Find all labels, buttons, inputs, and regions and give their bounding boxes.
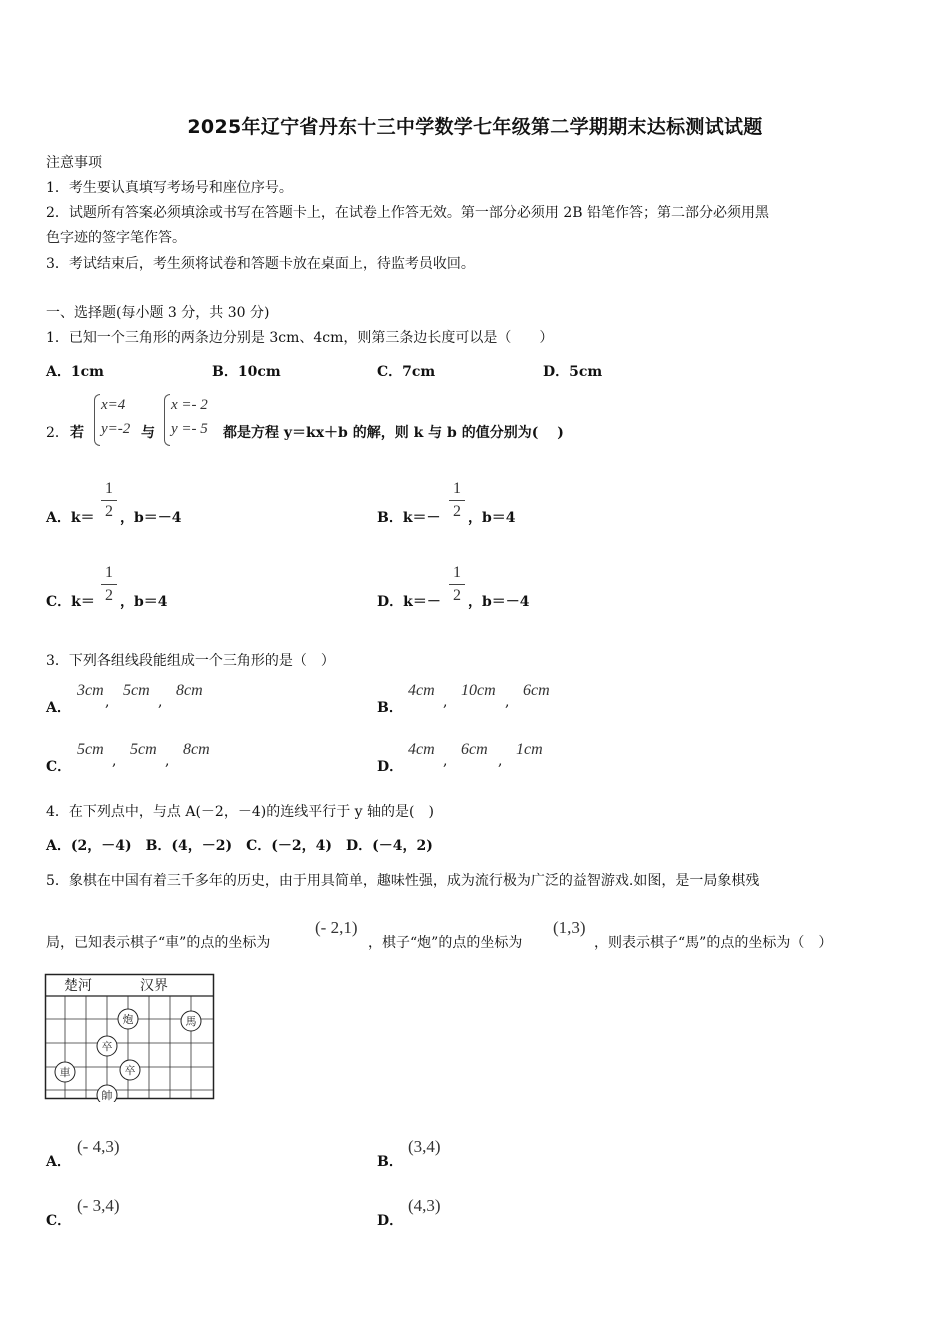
q3-c-len3: 8cm: [183, 741, 210, 758]
q5-option-c: (- 3,4): [77, 1196, 120, 1215]
q1-option-b: B．10cm: [212, 364, 281, 380]
q3-sep: ,: [443, 753, 448, 769]
q3-c-len2: 5cm: [130, 741, 157, 758]
q2-option-b-pre: B．k＝－: [377, 510, 441, 526]
q2-system1-brace: [94, 394, 100, 446]
q3-a-len3: 8cm: [176, 682, 203, 699]
q3-option-d-label: D．: [377, 759, 404, 775]
q5-stem-part2: ，棋子“炮”的点的坐标为: [368, 935, 523, 951]
q2-system1-eq1: x=4: [101, 397, 126, 413]
q5-option-d: (4,3): [408, 1196, 441, 1215]
board-label-chu-river: 楚河: [64, 978, 92, 994]
notice-item-1: 1．考生要认真填写考场号和座位序号。: [46, 180, 293, 196]
q5-coord-cannon: (1,3): [553, 918, 586, 937]
q4-options: A．(2，－4) B．(4，－2) C．(－2，4) D．(－4，2): [46, 838, 433, 854]
q2-option-d-post: ，b＝－4: [468, 594, 530, 610]
q3-sep: ,: [443, 694, 448, 710]
q3-b-len3: 6cm: [523, 682, 550, 699]
fraction-numerator: 1: [453, 480, 461, 497]
q5-coord-chariot: (- 2,1): [315, 918, 358, 937]
q5-option-a-label: A．: [46, 1154, 71, 1170]
piece-cannon: 炮: [122, 1013, 134, 1026]
section-heading: 一、选择题(每小题 3 分，共 30 分): [46, 305, 270, 321]
q3-option-b-label: B．: [377, 700, 403, 716]
q3-option-a-label: A．: [46, 700, 71, 716]
q3-d-len3: 1cm: [516, 741, 543, 758]
piece-soldier-2: 卒: [124, 1064, 136, 1077]
fraction-numerator: 1: [105, 564, 113, 581]
fraction-numerator: 1: [453, 564, 461, 581]
q2-system2-eq1: x =- 2: [171, 397, 208, 413]
q2-option-a-post: ，b＝－4: [120, 510, 182, 526]
q3-sep: ,: [498, 753, 503, 769]
q1-option-c: C．7cm: [377, 364, 436, 380]
q5-option-a: (- 4,3): [77, 1137, 120, 1156]
fraction-denominator: 2: [105, 503, 113, 520]
piece-soldier-1: 卒: [101, 1040, 113, 1053]
q5-option-b-label: B．: [377, 1154, 403, 1170]
q3-sep: ,: [158, 694, 163, 710]
q3-a-len1: 3cm: [77, 682, 104, 699]
notice-item-2-cont: 色字迹的签字笔作答。: [46, 230, 186, 246]
q1-option-a: A．1cm: [46, 364, 104, 380]
q3-c-len1: 5cm: [77, 741, 104, 758]
q2-option-d-pre: D．k＝－: [377, 594, 441, 610]
q5-option-b: (3,4): [408, 1137, 441, 1156]
piece-general: 帥: [101, 1089, 113, 1102]
q2-option-c-post: ，b＝4: [120, 594, 168, 610]
q2-system1: [101, 393, 130, 441]
piece-chariot: 車: [59, 1066, 71, 1079]
q2-system2-eq2: y =- 5: [171, 421, 208, 437]
q2-system1-eq2: y=-2: [101, 421, 131, 437]
q3-option-c-label: C．: [46, 759, 72, 775]
q3-sep: ,: [505, 694, 510, 710]
q3-b-len2: 10cm: [461, 682, 496, 699]
q2-system2-brace: [164, 394, 170, 446]
q5-stem-line1: 5．象棋在中国有着三千多年的历史，由于用具简单，趣味性强，成为流行极为广泛的益智游戏.如图，是一局象棋残: [46, 873, 760, 889]
q1-option-d: D．5cm: [543, 364, 603, 380]
notice-item-2: 2．试题所有答案必须填涂或书写在答题卡上，在试卷上作答无效。第一部分必须用 2B 铅笔作答；第二部分必须用黑: [46, 205, 769, 221]
q2-option-c-fraction: [101, 564, 117, 605]
q5-stem-part1: 局，已知表示棋子“車”的点的坐标为: [46, 935, 271, 951]
q3-stem: 3．下列各组线段能组成一个三角形的是（ ）: [46, 653, 335, 669]
q4-stem: 4．在下列点中，与点 A(－2，－4)的连线平行于 y 轴的是( ): [46, 804, 434, 820]
notice-heading: 注意事项: [46, 155, 102, 171]
q5-option-c-label: C．: [46, 1213, 72, 1229]
q3-b-len1: 4cm: [408, 682, 435, 699]
q2-option-c-pre: C．k＝: [46, 594, 95, 610]
board-label-han-border: 汉界: [140, 978, 168, 994]
chess-board-figure: [44, 972, 216, 1102]
q2-option-a-fraction: [101, 480, 117, 521]
q2-number: 2．: [46, 425, 69, 441]
fraction-numerator: 1: [105, 480, 113, 497]
page-title: 2025年辽宁省丹东十三中学数学七年级第二学期期末达标测试试题: [187, 116, 763, 138]
q5-stem-part3: ，则表示棋子“馬”的点的坐标为（ ）: [594, 935, 833, 951]
q3-d-len2: 6cm: [461, 741, 488, 758]
q2-option-d-fraction: [449, 564, 465, 605]
q2-option-a-pre: A．k＝: [46, 510, 95, 526]
fraction-denominator: 2: [453, 503, 461, 520]
q3-sep: ,: [165, 753, 170, 769]
q3-a-len2: 5cm: [123, 682, 150, 699]
q3-d-len1: 4cm: [408, 741, 435, 758]
fraction-denominator: 2: [105, 587, 113, 604]
q2-system2: [171, 393, 208, 441]
q2-option-b-fraction: [449, 480, 465, 521]
q2-post: 都是方程 y＝kx＋b 的解，则 k 与 b 的值分别为( ): [223, 425, 564, 441]
q1-stem: 1．已知一个三角形的两条边分别是 3cm、4cm，则第三条边长度可以是（ ）: [46, 330, 554, 346]
notice-item-3: 3．考试结束后，考生须将试卷和答题卡放在桌面上，待监考员收回。: [46, 256, 475, 272]
q3-sep: ,: [105, 694, 110, 710]
q2-option-b-post: ，b＝4: [468, 510, 516, 526]
fraction-denominator: 2: [453, 587, 461, 604]
q3-sep: ,: [112, 753, 117, 769]
q2-pre: 若: [70, 425, 84, 441]
piece-horse: 馬: [185, 1015, 197, 1028]
q2-mid: 与: [141, 425, 155, 441]
q5-option-d-label: D．: [377, 1213, 404, 1229]
